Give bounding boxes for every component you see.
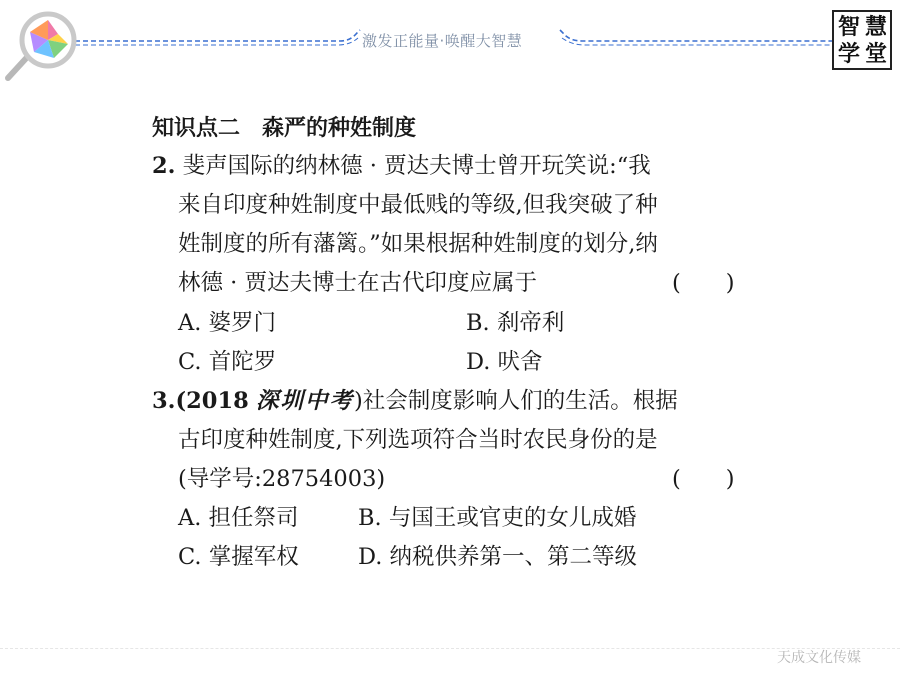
q2-text-1: 斐声国际的纳林德 · 贾达夫博士曾开玩笑说:“我 (182, 153, 651, 179)
q3-answer-blank: ( ) (672, 466, 735, 492)
q2-text-2: 来自印度种姓制度中最低贱的等级,但我突破了种 (178, 192, 658, 218)
logo-char: 学 (838, 41, 861, 67)
header-slogan: 激发正能量·唤醒大智慧 (362, 32, 523, 50)
q3-option-a: A. 担任祭司 (178, 505, 299, 531)
section-title-text: 森严的种姓制度 (262, 116, 417, 141)
q3-option-c: C. 掌握军权 (178, 544, 299, 570)
section-number: 知识点二 (152, 116, 241, 141)
logo-char: 堂 (865, 41, 888, 67)
footer-publisher: 天成文化传媒 (777, 650, 861, 666)
q3-text-2: 古印度种姓制度,下列选项符合当时农民身份的是 (178, 427, 658, 453)
q2-option-d: D. 吠舍 (466, 349, 543, 375)
q2-option-a: A. 婆罗门 (178, 310, 277, 336)
footer-divider (0, 648, 900, 650)
q2-text-4: 林德 · 贾达夫博士在古代印度应属于 (178, 270, 537, 296)
q2-option-b: B. 刹帝利 (466, 310, 565, 336)
q3-source-close: ) (353, 388, 363, 414)
q2-line-1 (152, 148, 651, 180)
q2-answer-blank: ( ) (672, 270, 735, 296)
q3-number: 3. (152, 388, 176, 414)
q3-source-open: (2018 (175, 388, 249, 414)
logo-char: 智 (838, 14, 861, 40)
brand-logo (832, 10, 892, 70)
q3-option-d: D. 纳税供养第一、第二等级 (358, 544, 638, 570)
page-header (0, 0, 900, 80)
q3-text-1: 社会制度影响人们的生活。根据 (362, 388, 678, 414)
q2-option-c: C. 首陀罗 (178, 349, 277, 375)
q3-line-1 (152, 383, 678, 415)
section-heading (152, 111, 416, 142)
magnifier-icon (0, 6, 92, 84)
logo-char: 慧 (865, 14, 888, 40)
q2-number: 2. (152, 153, 176, 179)
q3-option-b: B. 与国王或官吏的女儿成婚 (358, 505, 637, 531)
q2-text-3: 姓制度的所有藩篱。”如果根据种姓制度的划分,纳 (178, 231, 658, 257)
q3-guide-number: (导学号:28754003) (178, 466, 386, 492)
q3-source-name: 深圳中考 (255, 388, 354, 414)
